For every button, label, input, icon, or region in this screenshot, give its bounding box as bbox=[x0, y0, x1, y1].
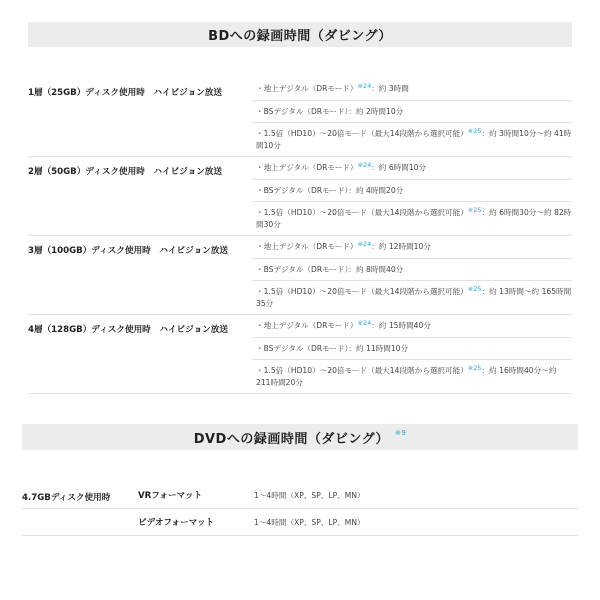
table-row: ・1.5倍（HD10）～20倍モード（最大14段階から選択可能）※25：約 6時間30分～約 82時間30分 bbox=[256, 206, 572, 229]
table-row: ・BSデジタル（DRモード）：約 11時間10分 bbox=[252, 338, 572, 360]
table-row: ・BSデジタル（DRモード）：約 8時間40分 bbox=[252, 259, 572, 281]
footnote-ref: ※24 bbox=[357, 240, 372, 248]
dvd-time-value: 1～4時間（XP、SP、LP、MN） bbox=[254, 518, 365, 527]
dvd-recording-table bbox=[22, 482, 578, 536]
group-label: 3層（100GB）ディスク使用時 ハイビジョン放送 bbox=[28, 246, 228, 256]
group-label: 4層（128GB）ディスク使用時 ハイビジョン放送 bbox=[28, 325, 228, 335]
footnote-ref: ※25 bbox=[467, 364, 482, 372]
footnote-ref: ※24 bbox=[357, 82, 372, 90]
table-row: ・地上デジタル（DRモード）※24：約 12時間10分 bbox=[252, 236, 572, 259]
bd-header-title: BDへの録画時間（ダビング） bbox=[208, 29, 392, 44]
table-row: ・BSデジタル（DRモード）：約 4時間20分 bbox=[252, 180, 572, 202]
table-row bbox=[22, 482, 578, 509]
footnote-ref: ※25 bbox=[467, 127, 482, 135]
table-row: ・地上デジタル（DRモード）※24：約 15時間40分 bbox=[252, 315, 572, 338]
dvd-disk-label: 4.7GBディスク使用時 bbox=[22, 493, 111, 503]
footnote-ref: ※25 bbox=[467, 285, 482, 293]
bd-group-4layer bbox=[28, 315, 572, 394]
dvd-section-header bbox=[22, 424, 578, 450]
table-row: ・地上デジタル（DRモード）※24：約 6時間10分 bbox=[252, 157, 572, 180]
bd-recording-table bbox=[28, 78, 572, 394]
table-row: ・BSデジタル（DRモード）：約 2時間10分 bbox=[252, 101, 572, 123]
dvd-header-title: DVDへの録画時間（ダビング） bbox=[193, 431, 389, 447]
bd-group-1layer bbox=[28, 78, 572, 157]
table-row: ・1.5倍（HD10）～20倍モード（最大14段階から選択可能）※25：約 3時間10分～約 41時間10分 bbox=[256, 127, 572, 150]
group-label: 1層（25GB）ディスク使用時 ハイビジョン放送 bbox=[28, 88, 222, 98]
dvd-format-label: VRフォーマット bbox=[138, 491, 203, 501]
footnote-ref: ※9 bbox=[394, 429, 407, 437]
table-row bbox=[22, 509, 578, 536]
bd-section-header bbox=[28, 22, 572, 47]
dvd-format-label: ビデオフォーマット bbox=[138, 518, 215, 528]
footnote-ref: ※24 bbox=[357, 161, 372, 169]
bd-group-3layer bbox=[28, 236, 572, 315]
table-row: ・1.5倍（HD10）～20倍モード（最大14段階から選択可能）※25：約 16時間40分～約 211時間20分 bbox=[256, 364, 557, 387]
bd-group-2layer bbox=[28, 157, 572, 236]
table-row: ・地上デジタル（DRモード）※24：約 3時間 bbox=[252, 78, 572, 101]
group-label: 2層（50GB）ディスク使用時 ハイビジョン放送 bbox=[28, 167, 222, 177]
footnote-ref: ※24 bbox=[357, 319, 372, 327]
dvd-time-value: 1～4時間（XP、SP、LP、MN） bbox=[254, 491, 365, 500]
table-row: ・1.5倍（HD10）～20倍モード（最大14段階から選択可能）※25：約 13時間～約 165時間35分 bbox=[256, 285, 572, 308]
footnote-ref: ※25 bbox=[467, 206, 482, 214]
